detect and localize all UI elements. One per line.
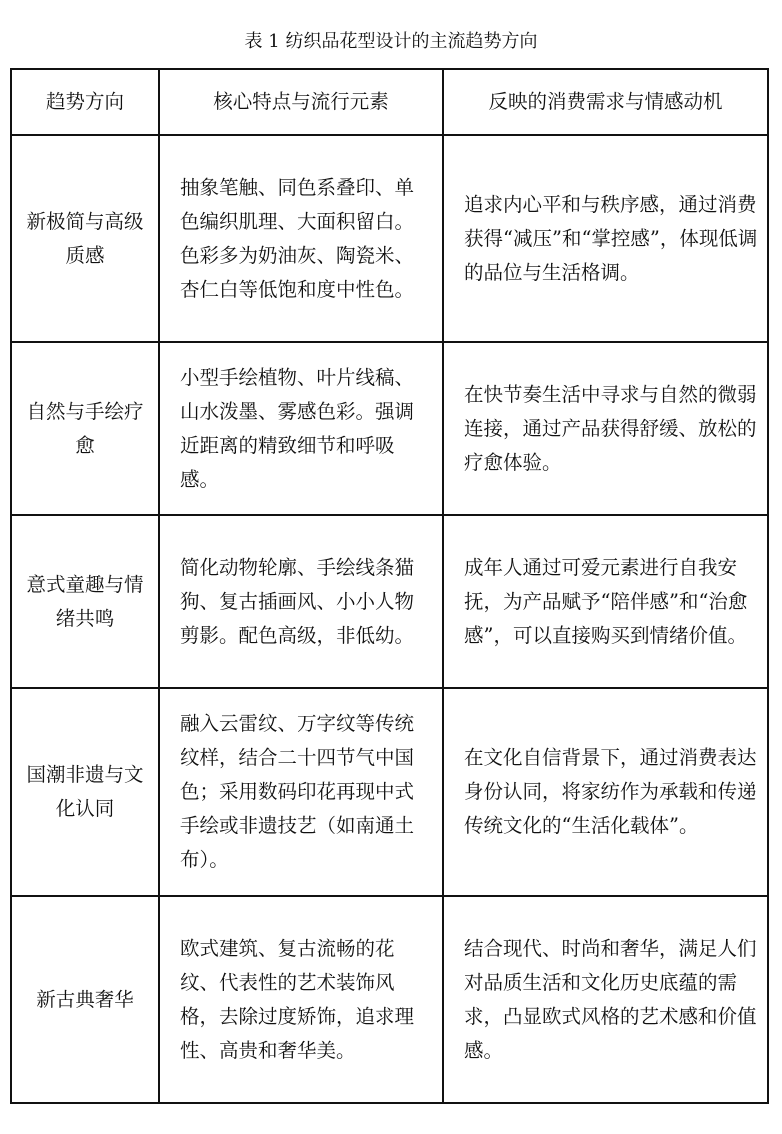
cell-needs: 结合现代、时尚和奢华，满足人们对品质生活和文化历史底蕴的需求，凸显欧式风格的艺术感和价值感。	[443, 896, 768, 1103]
column-header-needs: 反映的消费需求与情感动机	[443, 69, 768, 135]
cell-needs: 追求内心平和与秩序感，通过消费获得“减压”和“掌控感”，体现低调的品位与生活格调。	[443, 135, 768, 342]
trend-table	[10, 68, 769, 1104]
cell-direction: 新极简与高级质感	[11, 135, 159, 342]
table-caption: 表 1 纺织品花型设计的主流趋势方向	[244, 31, 538, 52]
cell-features: 抽象笔触、同色系叠印、单色编织肌理、大面积留白。色彩多为奶油灰、陶瓷米、杏仁白等低饱和度中性色。	[159, 135, 443, 342]
cell-features: 简化动物轮廓、手绘线条猫狗、复古插画风、小小人物剪影。配色高级，非低幼。	[159, 515, 443, 688]
cell-direction: 新古典奢华	[11, 896, 159, 1103]
column-header-features: 核心特点与流行元素	[159, 69, 443, 135]
cell-direction: 国潮非遗与文化认同	[11, 688, 159, 896]
cell-features: 欧式建筑、复古流畅的花纹、代表性的艺术装饰风格，去除过度矫饰，追求理性、高贵和奢华美。	[159, 896, 443, 1103]
cell-features: 小型手绘植物、叶片线稿、山水泼墨、雾感色彩。强调近距离的精致细节和呼吸感。	[159, 342, 443, 515]
table-row	[11, 688, 768, 896]
cell-needs: 成年人通过可爱元素进行自我安抚，为产品赋予“陪伴感”和“治愈感”，可以直接购买到情绪价值。	[443, 515, 768, 688]
cell-direction: 自然与手绘疗愈	[11, 342, 159, 515]
table-row	[11, 896, 768, 1103]
table-row	[11, 135, 768, 342]
cell-features: 融入云雷纹、万字纹等传统纹样，结合二十四节气中国色；采用数码印花再现中式手绘或非遗技艺（如南通土布）。	[159, 688, 443, 896]
cell-needs: 在快节奏生活中寻求与自然的微弱连接，通过产品获得舒缓、放松的疗愈体验。	[443, 342, 768, 515]
column-header-direction: 趋势方向	[11, 69, 159, 135]
table-row	[11, 515, 768, 688]
cell-needs: 在文化自信背景下，通过消费表达身份认同，将家纺作为承载和传递传统文化的“生活化载体”。	[443, 688, 768, 896]
cell-direction: 意式童趣与情绪共鸣	[11, 515, 159, 688]
table-row	[11, 342, 768, 515]
table-header-row	[11, 69, 768, 135]
